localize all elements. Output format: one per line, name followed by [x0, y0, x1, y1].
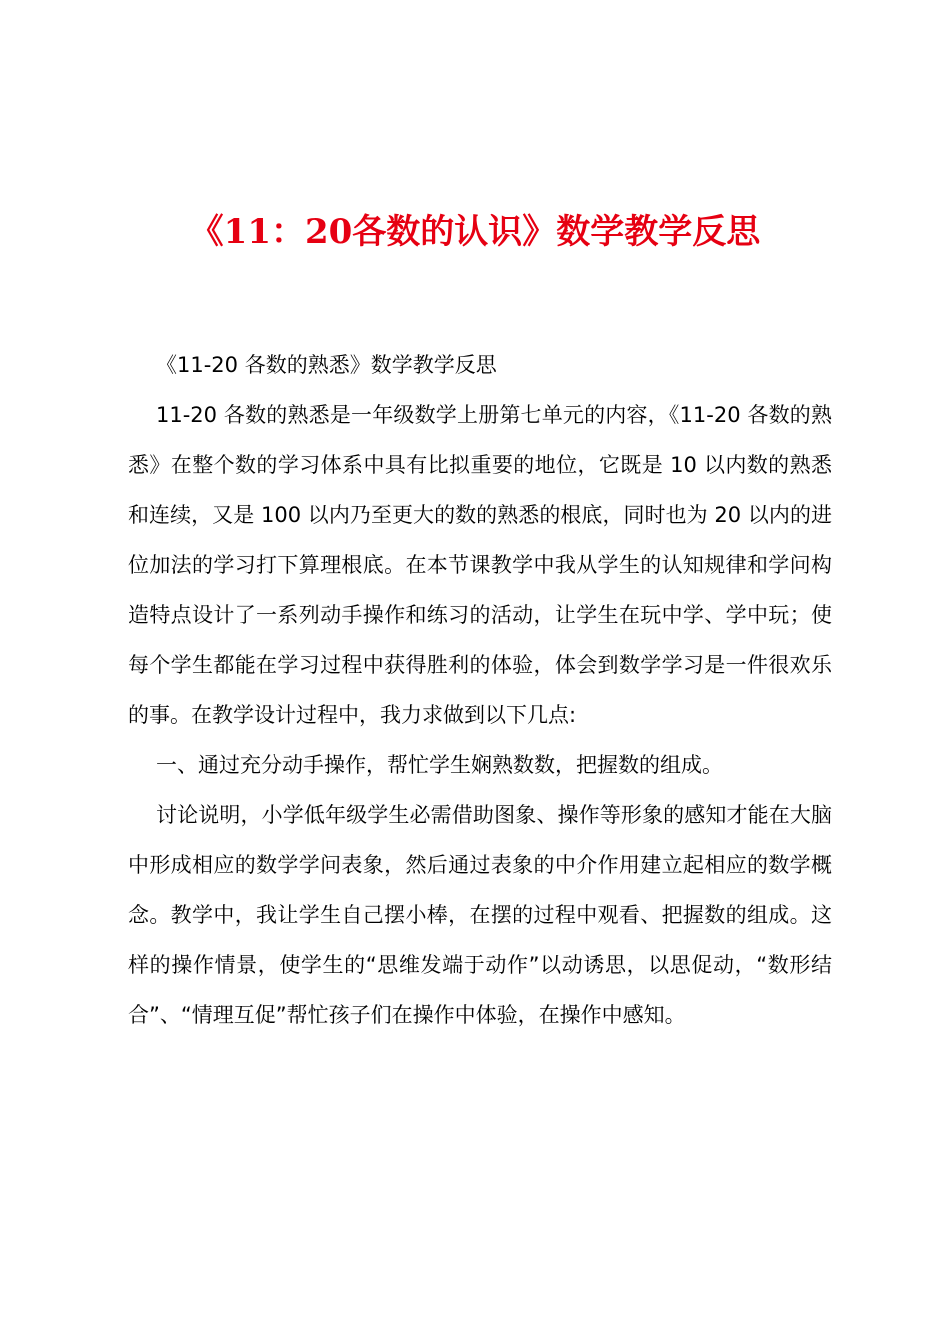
document-subtitle: 《11-20 各数的熟悉》数学教学反思 [156, 353, 497, 377]
paragraph-section-one-heading: 一、通过充分动手操作，帮忙学生娴熟数数，把握数的组成。 [156, 753, 723, 777]
paragraph-intro: 11-20 各数的熟悉是一年级数学上册第七单元的内容，《11-20 各数的熟悉》在整个数的学习体系中具有比拟重要的地位，它既是 10 以内数的熟悉和连续，又是 100 以内乃至更大的数的熟悉的根底，同时也为 20 以内的进位加法的学习打下算理根底。在本节课教学中我从学生的认知规律和学问构造特点设计了一系列动手操作和练习的活动，让学生在玩中学、学中玩；使每个学生都能在学习过程中获得胜利的体验，体会到数学学习是一件很欢乐的事。在教学设计过程中，我力求做到以下几点: [128, 403, 832, 727]
document-body [128, 340, 832, 1040]
document-title: 《11：20各数的认识》数学教学反思 [189, 212, 761, 252]
paragraph-discussion: 讨论说明，小学低年级学生必需借助图象、操作等形象的感知才能在大脑中形成相应的数学学问表象，然后通过表象的中介作用建立起相应的数学概念。教学中，我让学生自己摆小棒，在摆的过程中观看、把握数的组成。这样的操作情景，使学生的“思维发端于动作”以动诱思，以思促动，“数形结合”、“情理互促”帮忙孩子们在操作中体验，在操作中感知。 [128, 803, 832, 1027]
